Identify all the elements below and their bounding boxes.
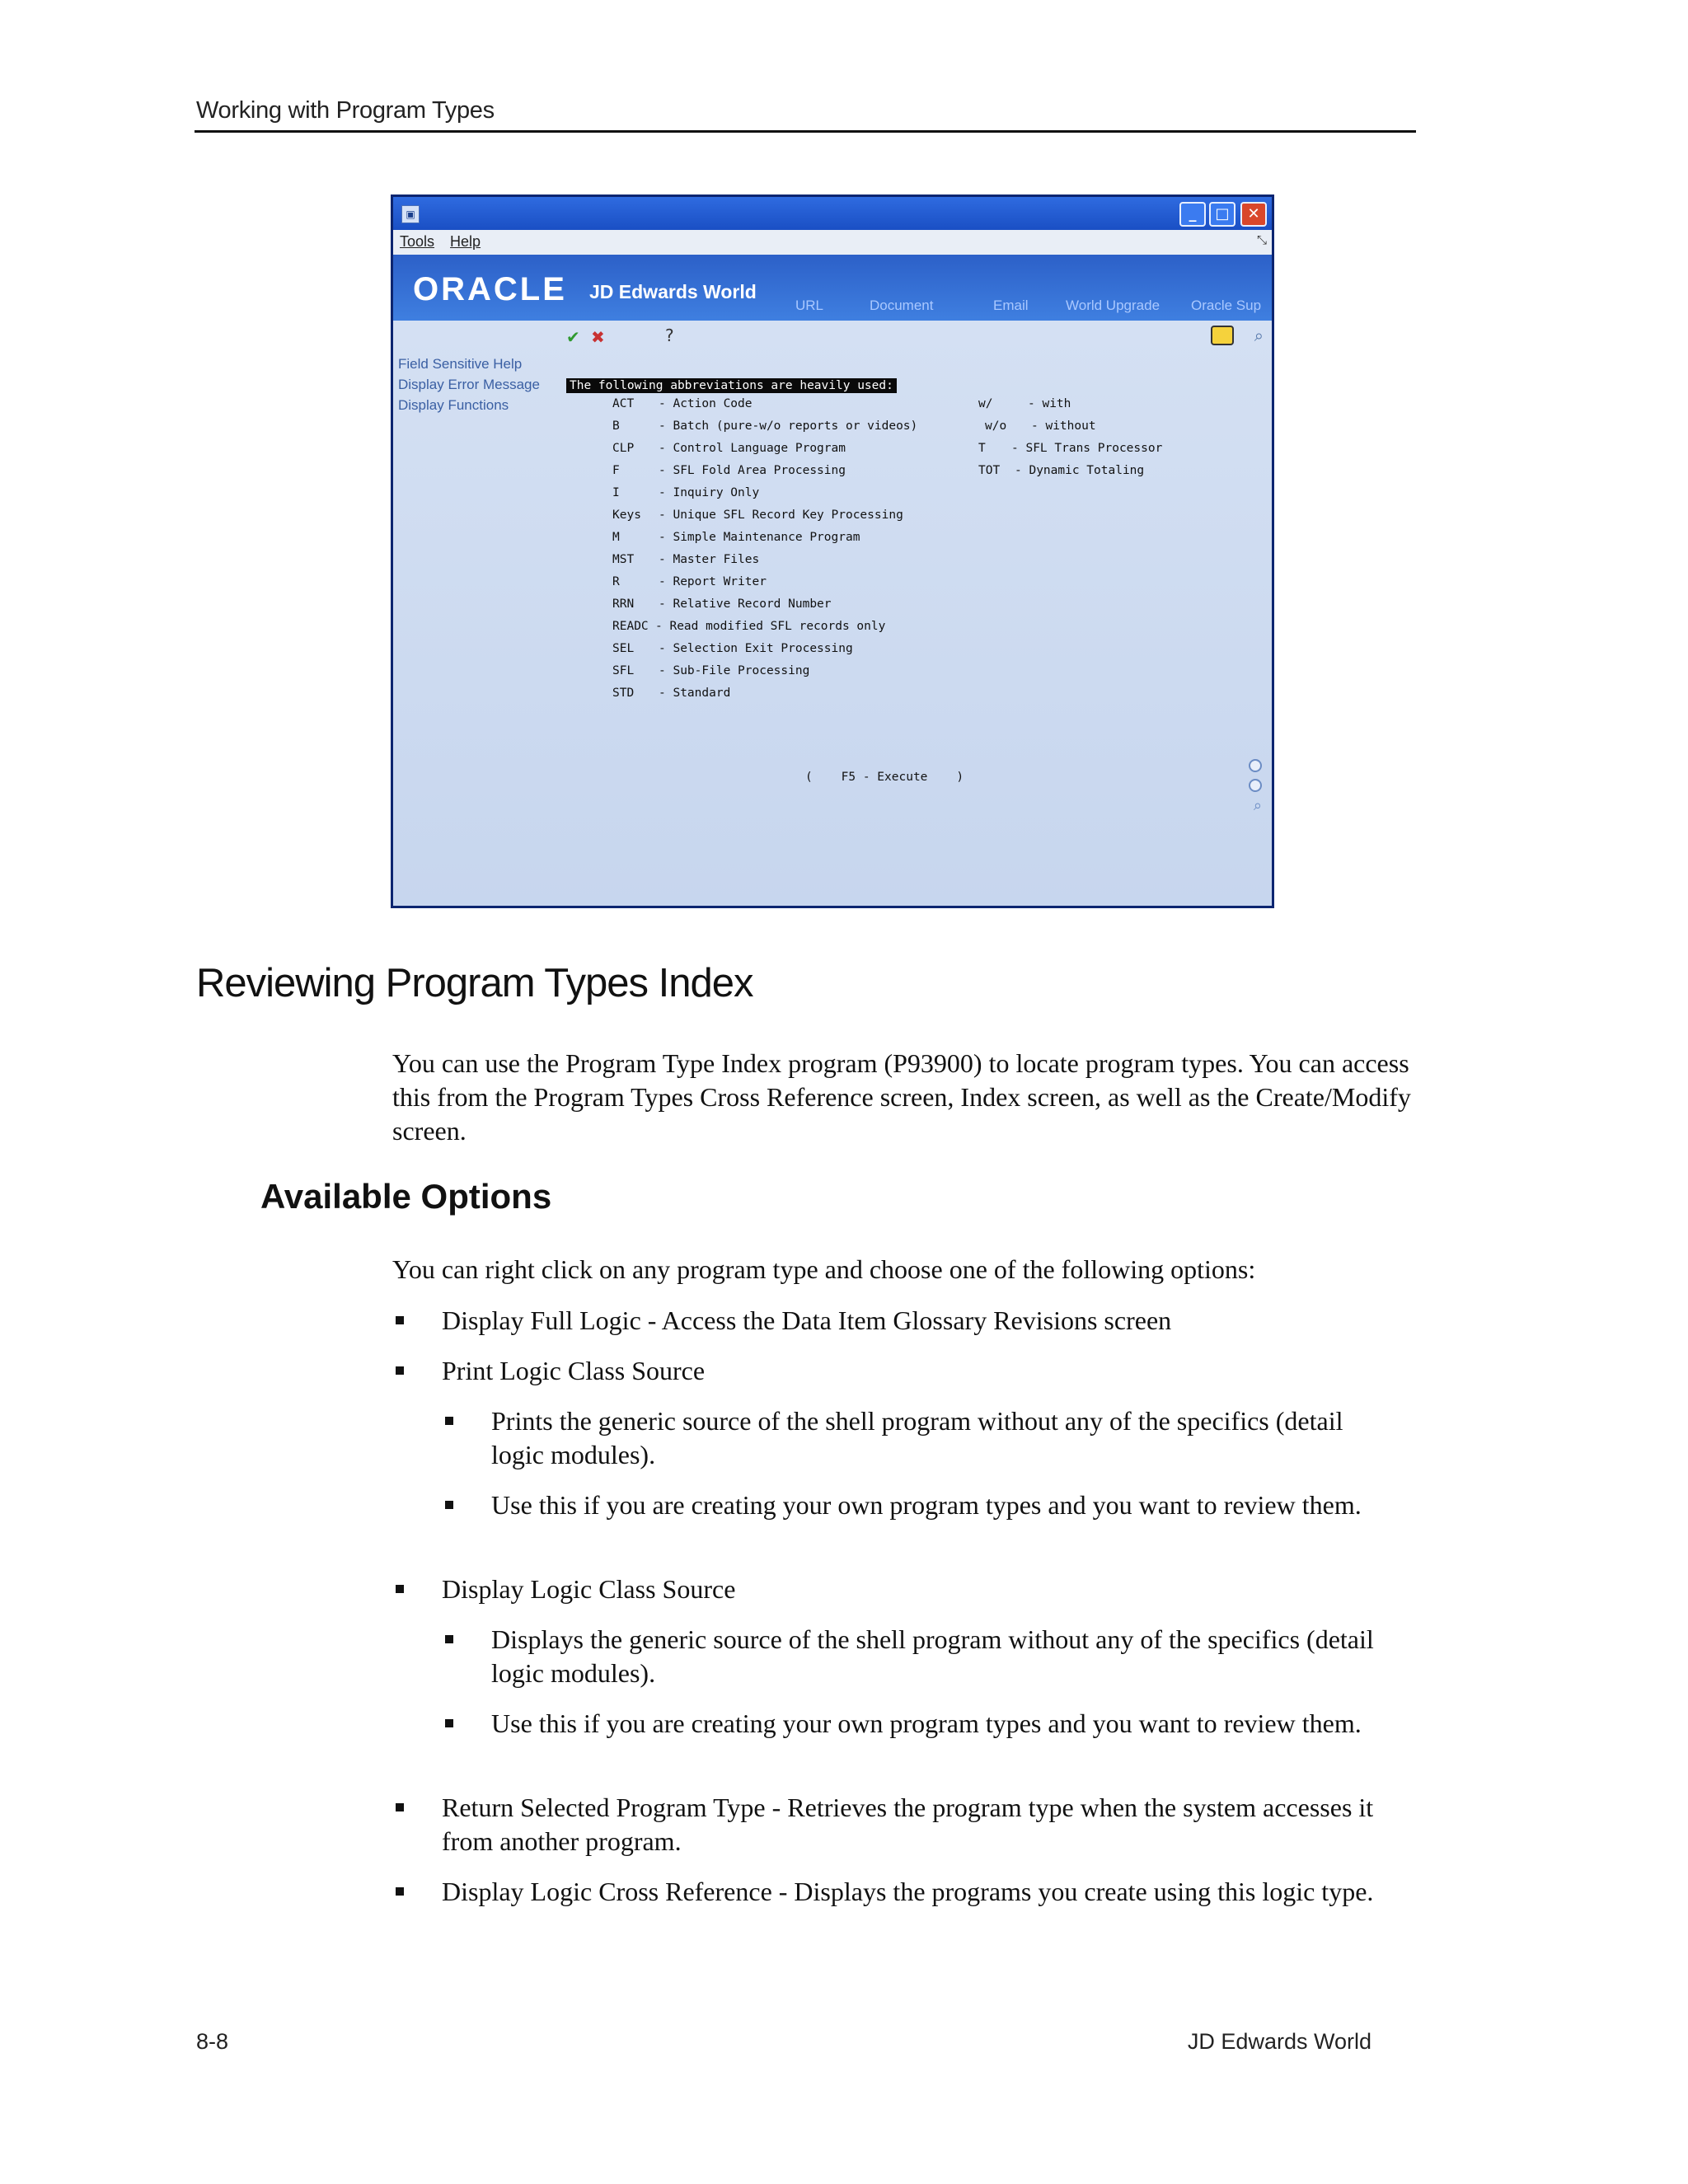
option-item: Display Full Logic - Access the Data Item Glossary Revisions screen <box>442 1305 1172 1335</box>
section-paragraph: You can use the Program Type Index program (P93900) to locate program types. You can access this from the Program Types Cross Reference screen, Index screen, as well as the Create/Modify screen. <box>392 1048 1411 1146</box>
menu-bar <box>393 230 1272 255</box>
abbreviation-desc: - with <box>1028 397 1071 410</box>
abbreviation-code: Keys <box>612 509 641 522</box>
abbreviation-desc: - Master Files <box>659 553 760 566</box>
abbreviation-code: w/ <box>978 397 993 410</box>
link-world-upgrade[interactable]: World Upgrade <box>1066 298 1160 313</box>
abbreviation-code: I <box>612 486 620 499</box>
f5-execute[interactable]: ( F5 - Execute ) <box>805 771 964 784</box>
abbreviation-code: B <box>612 419 620 433</box>
bullet-icon <box>396 1803 404 1811</box>
window-titlebar <box>393 197 1272 230</box>
abbreviation-desc: - Selection Exit Processing <box>659 642 853 655</box>
link-field-sensitive-help[interactable]: Field Sensitive Help <box>398 356 523 372</box>
abbreviation-desc: - Inquiry Only <box>659 486 760 499</box>
abbreviation-desc: - Batch (pure-w/o reports or videos) <box>659 419 918 433</box>
abbreviation-desc: - without <box>1031 419 1096 433</box>
close-button[interactable]: ✕ <box>1240 202 1267 227</box>
abbreviation-row <box>566 415 1096 438</box>
abbreviation-row <box>566 549 897 571</box>
minimize-button[interactable]: _ <box>1179 202 1206 227</box>
abbreviation-row <box>566 393 1071 415</box>
page-number: 8-8 <box>196 2029 229 2054</box>
abbreviation-row <box>566 593 897 616</box>
option-item: Displays the generic source of the shell program without any of the specifics (detail logic modules). <box>491 1624 1374 1688</box>
side-links <box>398 354 563 415</box>
oracle-logo: ORACLE <box>413 271 567 307</box>
abbreviation-desc: - Simple Maintenance Program <box>659 531 860 544</box>
scroll-down-icon[interactable] <box>1249 779 1262 792</box>
abbreviation-row <box>566 482 897 504</box>
abbreviation-code: SFL <box>612 664 635 677</box>
abbreviation-code: MST <box>612 553 635 566</box>
option-item: Print Logic Class Source <box>442 1356 706 1385</box>
abbreviation-desc: - Sub-File Processing <box>659 664 810 677</box>
abbreviation-row <box>566 527 897 549</box>
abbreviation-code: SEL <box>612 642 635 655</box>
bullet-icon <box>445 1635 453 1643</box>
link-document[interactable]: Document <box>870 298 934 313</box>
abbreviation-desc: - Action Code <box>659 397 753 410</box>
abbreviation-row <box>566 638 897 660</box>
abbreviation-desc: - Dynamic Totaling <box>1015 464 1145 477</box>
terminal-heading: The following abbreviations are heavily used: <box>566 378 897 393</box>
abbreviation-list <box>566 393 1163 705</box>
bullet-icon <box>396 1887 404 1896</box>
abbreviation-row <box>566 460 1145 482</box>
abbreviation-desc: - Relative Record Number <box>659 598 832 611</box>
app-icon: ▣ <box>401 205 420 223</box>
oracle-banner <box>393 255 1272 321</box>
abbreviation-code: ACT <box>612 397 635 410</box>
bullet-icon <box>445 1417 453 1425</box>
abbreviation-row <box>566 660 897 682</box>
search-icon[interactable]: ⌕ <box>1254 326 1264 345</box>
terminal-screen <box>566 378 1163 705</box>
abbreviation-code: READC <box>612 620 649 633</box>
abbreviation-code: STD <box>612 687 635 700</box>
abbreviation-code: w/o <box>985 419 1007 433</box>
help-icon[interactable]: ? <box>665 326 674 345</box>
menu-tools[interactable]: Tools <box>400 233 435 250</box>
abbreviation-desc: - SFL Trans Processor <box>1011 442 1163 455</box>
option-item: Use this if you are creating your own program types and you want to review them. <box>491 1708 1362 1738</box>
link-email[interactable]: Email <box>993 298 1029 313</box>
abbreviation-code: CLP <box>612 442 635 455</box>
abbreviation-desc: - Read modified SFL records only <box>655 620 886 633</box>
option-item: Use this if you are creating your own program types and you want to review them. <box>491 1490 1362 1520</box>
bullet-icon <box>445 1719 453 1727</box>
abbreviation-row <box>566 504 903 527</box>
abbreviation-row <box>566 616 897 638</box>
app-screenshot <box>391 194 1274 908</box>
option-item: Prints the generic source of the shell program without any of the specifics (detail logic modules). <box>491 1406 1343 1469</box>
options-lead: You can right click on any program type and choose one of the following options: <box>392 1254 1256 1284</box>
abbreviation-desc: - Standard <box>659 687 731 700</box>
app-content <box>393 321 1272 906</box>
abbreviation-code: TOT <box>978 464 1001 477</box>
link-url[interactable]: URL <box>795 298 824 313</box>
check-icon[interactable]: ✔ <box>566 327 580 347</box>
link-display-functions[interactable]: Display Functions <box>398 397 509 413</box>
header-rule <box>195 130 1416 133</box>
jde-logo: JD Edwards World <box>589 281 757 302</box>
option-item: Display Logic Cross Reference - Displays the programs you create using this logic type. <box>442 1877 1374 1906</box>
bullet-icon <box>396 1316 404 1324</box>
bullet-icon <box>396 1366 404 1375</box>
link-oracle-support[interactable]: Oracle Sup <box>1191 298 1262 313</box>
section-title: Reviewing Program Types Index <box>196 961 753 1005</box>
abbreviation-row <box>566 438 1163 460</box>
magnify-icon[interactable]: ⌕ <box>1253 797 1262 814</box>
bullet-icon <box>396 1585 404 1593</box>
scroll-up-icon[interactable] <box>1249 759 1262 772</box>
message-icon[interactable] <box>1211 326 1234 345</box>
option-item: Display Logic Class Source <box>442 1574 736 1604</box>
abbreviation-desc: - SFL Fold Area Processing <box>659 464 846 477</box>
abbreviation-code: T <box>978 442 986 455</box>
abbreviation-code: M <box>612 531 620 544</box>
option-item: Return Selected Program Type - Retrieves the program type when the system accesses it from another program. <box>442 1793 1374 1856</box>
maximize-button[interactable]: □ <box>1209 202 1236 227</box>
abbreviation-row <box>566 682 897 705</box>
abbreviation-code: R <box>612 575 620 588</box>
banner-links <box>393 298 1272 317</box>
bullet-icon <box>445 1501 453 1509</box>
abbreviation-desc: - Control Language Program <box>659 442 846 455</box>
abbreviation-row <box>566 571 897 593</box>
abbreviation-code: F <box>612 464 620 477</box>
menu-help[interactable]: Help <box>450 233 481 250</box>
link-display-error-message[interactable]: Display Error Message <box>398 377 540 392</box>
abbreviation-code: RRN <box>612 598 635 611</box>
subsection-title: Available Options <box>260 1177 552 1216</box>
abbreviation-desc: - Report Writer <box>659 575 767 588</box>
resize-grip-icon: ⤡ <box>1256 233 1267 247</box>
abbreviation-desc: - Unique SFL Record Key Processing <box>659 509 903 522</box>
running-header: Working with Program Types <box>196 97 495 124</box>
footer-product: JD Edwards World <box>1187 2029 1372 2054</box>
cancel-icon[interactable]: ✖ <box>591 327 605 347</box>
